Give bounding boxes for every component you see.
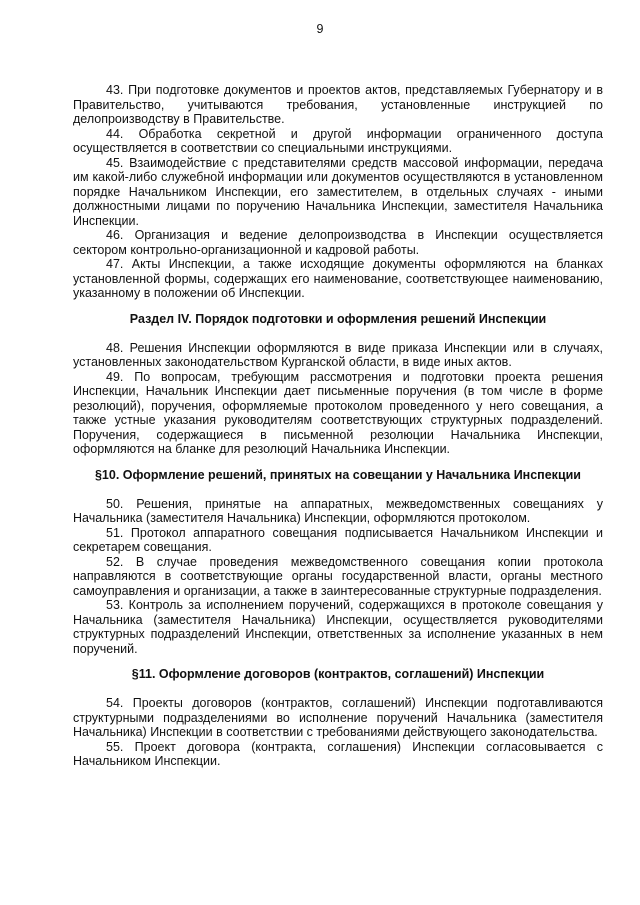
page-number: 9 [316, 22, 324, 36]
paragraph-50: 50. Решения, принятые на аппаратных, межведомственных совещаниях у Начальника (заместителя Начальника) Инспекции, оформляются протоколом. [73, 496, 603, 525]
paragraph-44: 44. Обработка секретной и другой информации ограниченного доступа осуществляется в соответствии со специальными инструкциями. [73, 126, 603, 155]
paragraph-47: 47. Акты Инспекции, а также исходящие документы оформляются на бланках установленной формы, содержащих его наименование, соответствующее наименованию, указанному в положении об Инспекции. [73, 257, 603, 300]
section-heading-10: §10. Оформление решений, принятых на совещании у Начальника Инспекции [94, 467, 581, 482]
paragraph-45: 45. Взаимодействие с представителями средств массовой информации, передача им какой-либо служебной информации или документов осуществляются в установленном порядке Начальником Инспекции, его заместителем, в отдельных случаях - иными должностными лицами по поручению Начальника Инспекции, заместителя Начальника Инспекции. [73, 155, 603, 228]
paragraph-46: 46. Организация и ведение делопроизводства в Инспекции осуществляется сектором контрольно-организационной и кадровой работы. [73, 228, 603, 257]
section-heading-iv: Раздел IV. Порядок подготовки и оформления решений Инспекции [129, 311, 547, 326]
document-body [73, 83, 603, 769]
paragraph-53: 53. Контроль за исполнением поручений, содержащихся в протоколе совещания у Начальника (заместителя Начальника) Инспекции, осуществляется руководителями структурных подразделений Инспекции, ответственных за исполнение указанных в нем поручений. [73, 598, 603, 656]
paragraph-52: 52. В случае проведения межведомственного совещания копии протокола направляются в соответствующие органы государственной власти, органы местного самоуправления и организации, а также в заинтересованные структурные подразделения. [73, 554, 603, 598]
paragraph-55: 55. Проект договора (контракта, соглашения) Инспекции согласовывается с Начальником Инспекции. [73, 739, 603, 768]
paragraph-49: 49. По вопросам, требующим рассмотрения и подготовки проекта решения Инспекции, Начальник Инспекции дает письменные поручения (в том числе в форме резолюций), поручения, оформляемые протоколом проведенного у него совещания, а также устные указания руководителям соответствующих структурных подразделений. Поручения, содержащиеся в письменной резолюции Начальника Инспекции, оформляются на бланке для резолюций Начальника Инспекции. [73, 369, 603, 456]
section-heading-11: §11. Оформление договоров (контрактов, соглашений) Инспекции [131, 667, 545, 681]
paragraph-51: 51. Протокол аппаратного совещания подписывается Начальником Инспекции и секретарем совещания. [73, 525, 603, 554]
paragraph-54: 54. Проекты договоров (контрактов, соглашений) Инспекции подготавливаются структурными подразделениями во исполнение поручений Начальника (заместителя Начальника) Инспекции в соответствии с требованиями действующего законодательства. [73, 696, 603, 739]
paragraph-43: 43. При подготовке документов и проектов актов, представляемых Губернатору и в Правительство, учитываются требования, установленные инструкцией по делопроизводству в Правительстве. [73, 83, 603, 126]
paragraph-48: 48. Решения Инспекции оформляются в виде приказа Инспекции или в случаях, установленных законодательством Курганской области, в виде иных актов. [73, 340, 603, 369]
